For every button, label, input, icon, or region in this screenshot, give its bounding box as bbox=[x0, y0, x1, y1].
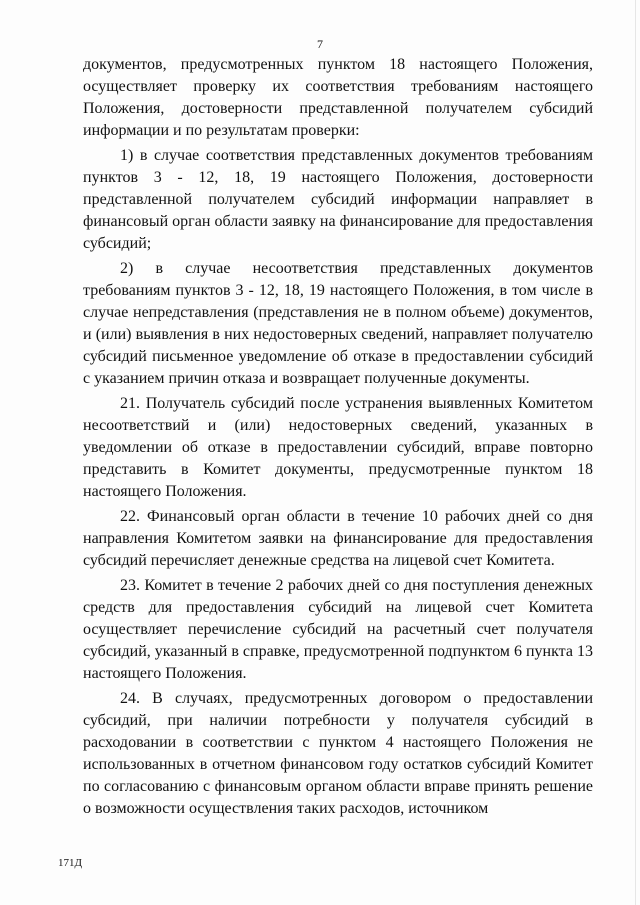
scan-edge-line bbox=[635, 0, 636, 905]
paragraph-item-1: 1) в случае соответствия представленных документов требованиям пунктов 3 - 12, 18, 19 настоящего Положения, достоверности представленной получателем субсидий информации направляет в финансовый орган области заявку на финансирование для предоставления субсидий; bbox=[83, 147, 593, 252]
paragraph-clause-24: 24. В случаях, предусмотренных договором о предоставлении субсидий, при наличии потребности у получателя субсидий в расходовании в соответствии с пунктом 4 настоящего Положения не использованных в отчетном финансовом году остатков субсидий Комитет по согласованию с финансовым органом области вправе принять решение о возможности осуществления таких расходов, источником bbox=[83, 690, 593, 817]
paragraph-clause-22: 22. Финансовый орган области в течение 10 рабочих дней со дня направления Комитетом заявки на финансирование для предоставления субсидий перечисляет денежные средства на лицевой счет Комитета. bbox=[83, 508, 593, 569]
document-body bbox=[83, 54, 593, 820]
paragraph-item-2: 2) в случае несоответствия представленных документов требованиям пунктов 3 - 12, 18, 19 настоящего Положения, в том числе в случае непредставления (представления не в полном объеме) документов, и (или) выявления в них недостоверных сведений, направляет получателю субсидий письменное уведомление об отказе в предоставлении субсидий с указанием причин отказа и возвращает полученные документы. bbox=[83, 260, 593, 387]
paragraph-clause-21: 21. Получатель субсидий после устранения выявленных Комитетом несоответствий и (или) недостоверных сведений, указанных в уведомлении об отказе в предоставлении субсидий, вправе повторно представить в Комитет документы, предусмотренные пунктом 18 настоящего Положения. bbox=[83, 395, 593, 500]
paragraph-clause-23: 23. Комитет в течение 2 рабочих дней со дня поступления денежных средств для предоставления субсидий на лицевой счет Комитета осуществляет перечисление субсидий на расчетный счет получателя субсидий, указанный в справке, предусмотренной подпунктом 6 пункта 13 настоящего Положения. bbox=[83, 577, 593, 682]
page-number: 7 bbox=[317, 37, 323, 51]
footer-document-code: 171Д bbox=[58, 857, 83, 869]
paragraph-continuation: документов, предусмотренных пунктом 18 настоящего Положения, осуществляет проверку их соответствия требованиям настоящего Положения, достоверности представленной получателем субсидий информации и по результатам проверки: bbox=[83, 56, 593, 139]
